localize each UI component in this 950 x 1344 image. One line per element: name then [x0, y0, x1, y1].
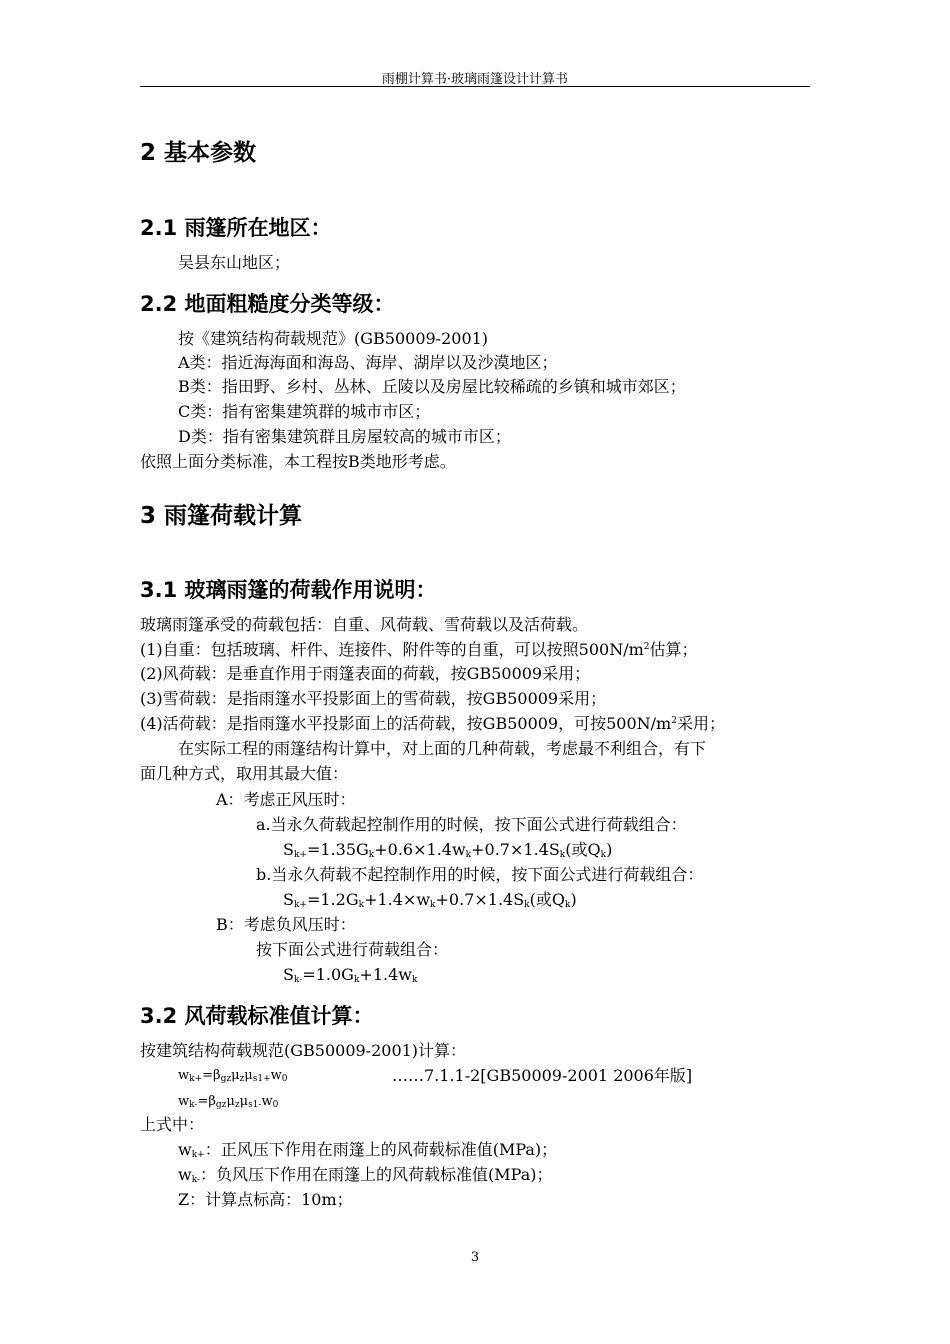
- roughness-line: 按《建筑结构荷载规范》(GB50009-2001): [178, 329, 489, 348]
- case-b-text: 按下面公式进行荷载组合：: [256, 940, 449, 959]
- formula-wind-positive: $w_{k+}=\beta_{gz}\mu_z\mu_{s1+}w_0$: [178, 1068, 288, 1084]
- case-a-subcase-a: a.当永久荷载起控制作用的时候，按下面公式进行荷载组合：: [256, 815, 687, 834]
- wind-intro: 按建筑结构荷载规范(GB50009-2001)计算：: [140, 1041, 467, 1060]
- formula-c: $S_{k-}=1.0G_k+1.4w_k$: [283, 965, 418, 985]
- load-item-wind: (2)风荷载：是垂直作用于雨篷表面的荷载，按GB50009采用；: [140, 664, 591, 683]
- where-label: 上式中：: [140, 1115, 205, 1134]
- case-a-title: A：考虑正风压时：: [216, 790, 356, 809]
- formula-wind-negative: $w_{k-}=\beta_{gz}\mu_z\mu_{s1-}w_0$: [178, 1094, 279, 1110]
- load-item-self-weight: (1)自重：包括玻璃、杆件、连接件、附件等的自重，可以按照$500N/m^2$估算；: [140, 640, 698, 659]
- formula-b: $S_{k+}=1.2G_k+1.4\times w_k+0.7\times 1.4S_k$(或$Q_k$): [283, 890, 577, 910]
- section-3-1-title: 3.1 玻璃雨篷的荷载作用说明：: [140, 578, 437, 602]
- roughness-conclusion: 依照上面分类标准，本工程按B类地形考虑。: [140, 452, 456, 471]
- region-text: 吴县东山地区；: [178, 253, 291, 272]
- load-item-live: (4)活荷载：是指雨篷水平投影面上的活荷载，按GB50009，可按$500N/m^2$采用；: [140, 714, 725, 733]
- definition-z: Z：计算点标高：10m；: [178, 1190, 353, 1209]
- header-rule: [140, 86, 810, 87]
- formula-reference: ……7.1.1-2[GB50009-2001 2006年版]: [392, 1066, 693, 1085]
- section-2-1-title: 2.1 雨篷所在地区：: [140, 216, 332, 240]
- roughness-line: B类：指田野、乡村、丛林、丘陵以及房屋比较稀疏的乡镇和城市郊区；: [178, 377, 686, 396]
- roughness-line: D类：指有密集建筑群且房屋较高的城市市区；: [178, 427, 511, 446]
- section-2-2-title: 2.2 地面粗糙度分类等级：: [140, 292, 395, 316]
- load-intro: 玻璃雨篷承受的荷载包括：自重、风荷载、雪荷载以及活荷载。: [140, 615, 589, 634]
- roughness-line: C类：指有密集建筑群的城市市区；: [178, 402, 431, 421]
- section-2-title: 2 基本参数: [140, 140, 257, 166]
- definition-wk-plus: $w_{k+}$：正风压下作用在雨篷上的风荷载标准值(MPa)；: [178, 1140, 558, 1160]
- definition-wk-minus: $w_{k-}$：负风压下作用在雨篷上的风荷载标准值(MPa)；: [178, 1165, 553, 1185]
- section-3-title: 3 雨篷荷载计算: [140, 503, 303, 529]
- section-3-2-title: 3.2 风荷载标准值计算：: [140, 1004, 374, 1028]
- roughness-line: A类：指近海海面和海岛、海岸、湖岸以及沙漠地区；: [178, 353, 558, 372]
- formula-a: $S_{k+}=1.35G_k+0.6\times 1.4w_k+0.7\times 1.4S_k$(或$Q_k$): [283, 840, 613, 860]
- page-header: 雨棚计算书·玻璃雨篷设计计算书: [381, 72, 569, 87]
- page-number: 3: [470, 1250, 480, 1265]
- case-a-subcase-b: b.当永久荷载不起控制作用的时候，按下面公式进行荷载组合：: [256, 865, 704, 884]
- case-b-title: B：考虑负风压时：: [216, 915, 356, 934]
- combination-paragraph-line2: 面几种方式，取用其最大值：: [140, 764, 349, 783]
- load-item-snow: (3)雪荷载：是指雨篷水平投影面上的雪荷载，按GB50009采用；: [140, 689, 607, 708]
- combination-paragraph-line1: 在实际工程的雨篷结构计算中，对上面的几种荷载，考虑最不利组合，有下: [178, 739, 707, 758]
